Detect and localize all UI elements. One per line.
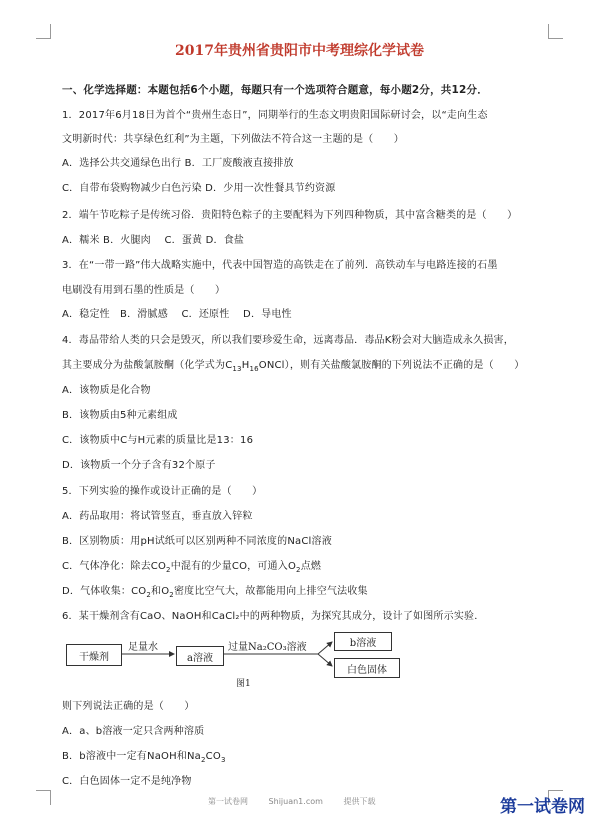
page-footer xyxy=(208,796,393,807)
arrow-to-white-solid xyxy=(318,654,332,666)
section-heading: 一、化学选择题：本题包括6个小题，每题只有一个选项符合题意，每小题2分，共12分． xyxy=(62,84,488,96)
label-excess-na2co3: 过量Na₂CO₃溶液 xyxy=(228,642,307,653)
corner-mark-top-right xyxy=(548,24,563,39)
q5-option-d: D．气体收集：$CO_2$和$O_2$密度比空气大，故都能用向上排空气法收集 xyxy=(62,586,368,599)
box-white-solid: 白色固体 xyxy=(334,658,400,678)
site-logo: 第一试卷网 xyxy=(500,797,585,817)
footer-provider: 提供下载 xyxy=(343,797,376,806)
box-a-solution: a溶液 xyxy=(176,646,224,666)
q5-option-b: B．区别物质：用pH试纸可以区别两种不同浓度的NaCl溶液 xyxy=(62,536,332,547)
q5-option-c: C．气体净化：除去$CO_2$中混有的少量CO，可通入$O_2$点燃 xyxy=(62,561,322,574)
q4-stem-line1: 4．毒品带给人类的只会是毁灭，所以我们要珍爱生命，远离毒品．毒品K粉会对大脑造成永久损害， xyxy=(62,335,514,346)
corner-mark-top-left xyxy=(36,24,51,39)
q6-stem: 6．某干燥剂含有CaO、NaOH和CaCl₂中的两种物质，为探究其成分，设计了如图所示实验． xyxy=(62,611,485,622)
q1-stem-line1: 1．2017年6月18日为首个“贵州生态日”，同期举行的生态文明贵阳国际研讨会，以“走向生态 xyxy=(62,110,488,121)
box-b-solution: b溶液 xyxy=(334,632,392,651)
q6-option-b: B．b溶液中一定有NaOH和$Na_2CO_3$ xyxy=(62,751,226,764)
page-title: 2017年贵州省贵阳市中考理综化学试卷 xyxy=(175,43,424,59)
q6-option-c: C．白色固体一定不是纯净物 xyxy=(62,776,192,787)
q3-options: A．稳定性 B．滑腻感 C．还原性 D．导电性 xyxy=(62,309,292,320)
corner-mark-bottom-left xyxy=(36,790,51,805)
footer-site-name: 第一试卷网 xyxy=(208,797,248,806)
q4-option-b: B．该物质由5种元素组成 xyxy=(62,410,178,421)
label-excess-water: 足量水 xyxy=(128,642,158,653)
q4-stem-line2: 其主要成分为盐酸氯胺酮（化学式为$C_{13}H_{16}ONCl$），则有关盐酸氯胺酮的下列说法不正确的是（ ） xyxy=(62,360,525,373)
box-desiccant: 干燥剂 xyxy=(66,644,122,666)
q5-option-a: A．药品取用：将试管竖直，垂直放入锌粒 xyxy=(62,511,253,522)
q5-stem: 5．下列实验的操作或设计正确的是（ ） xyxy=(62,486,263,497)
figure-caption: 图1 xyxy=(236,679,251,689)
q4-option-c: C．该物质中C与H元素的质量比是13：16 xyxy=(62,435,254,446)
q2-options: A．糯米 B．火腿肉 C．蛋黄 D．食盐 xyxy=(62,235,245,246)
q3-stem-line1: 3．在“一带一路”伟大战略实施中，代表中国智造的高铁走在了前列．高铁动车与电路连接的石墨 xyxy=(62,260,498,271)
q4-option-a: A．该物质是化合物 xyxy=(62,385,151,396)
q4-option-d: D．该物质一个分子含有32个原子 xyxy=(62,460,216,471)
q1-stem-line2: 文明新时代：共享绿色红利”为主题，下列做法不符合这一主题的是（ ） xyxy=(62,134,404,145)
q1-options-cd: C．自带布袋购物减少白色污染 D．少用一次性餐具节约资源 xyxy=(62,183,336,194)
experiment-flow-diagram xyxy=(66,632,426,688)
q6-option-a: A．a、b溶液一定只含两种溶质 xyxy=(62,726,205,737)
q3-stem-line2: 电刷没有用到石墨的性质是（ ） xyxy=(62,285,226,296)
q1-options-ab: A．选择公共交通绿色出行 B．工厂废酸液直接排放 xyxy=(62,158,294,169)
q6-ask: 则下列说法正确的是（ ） xyxy=(62,701,195,712)
footer-url[interactable]: Shijuan1.com xyxy=(268,797,323,806)
q2-stem: 2．端午节吃粽子是传统习俗．贵阳特色粽子的主要配料为下列四种物质，其中富含糖类的是（ ） xyxy=(62,210,518,221)
arrow-to-b-solution xyxy=(318,642,332,654)
